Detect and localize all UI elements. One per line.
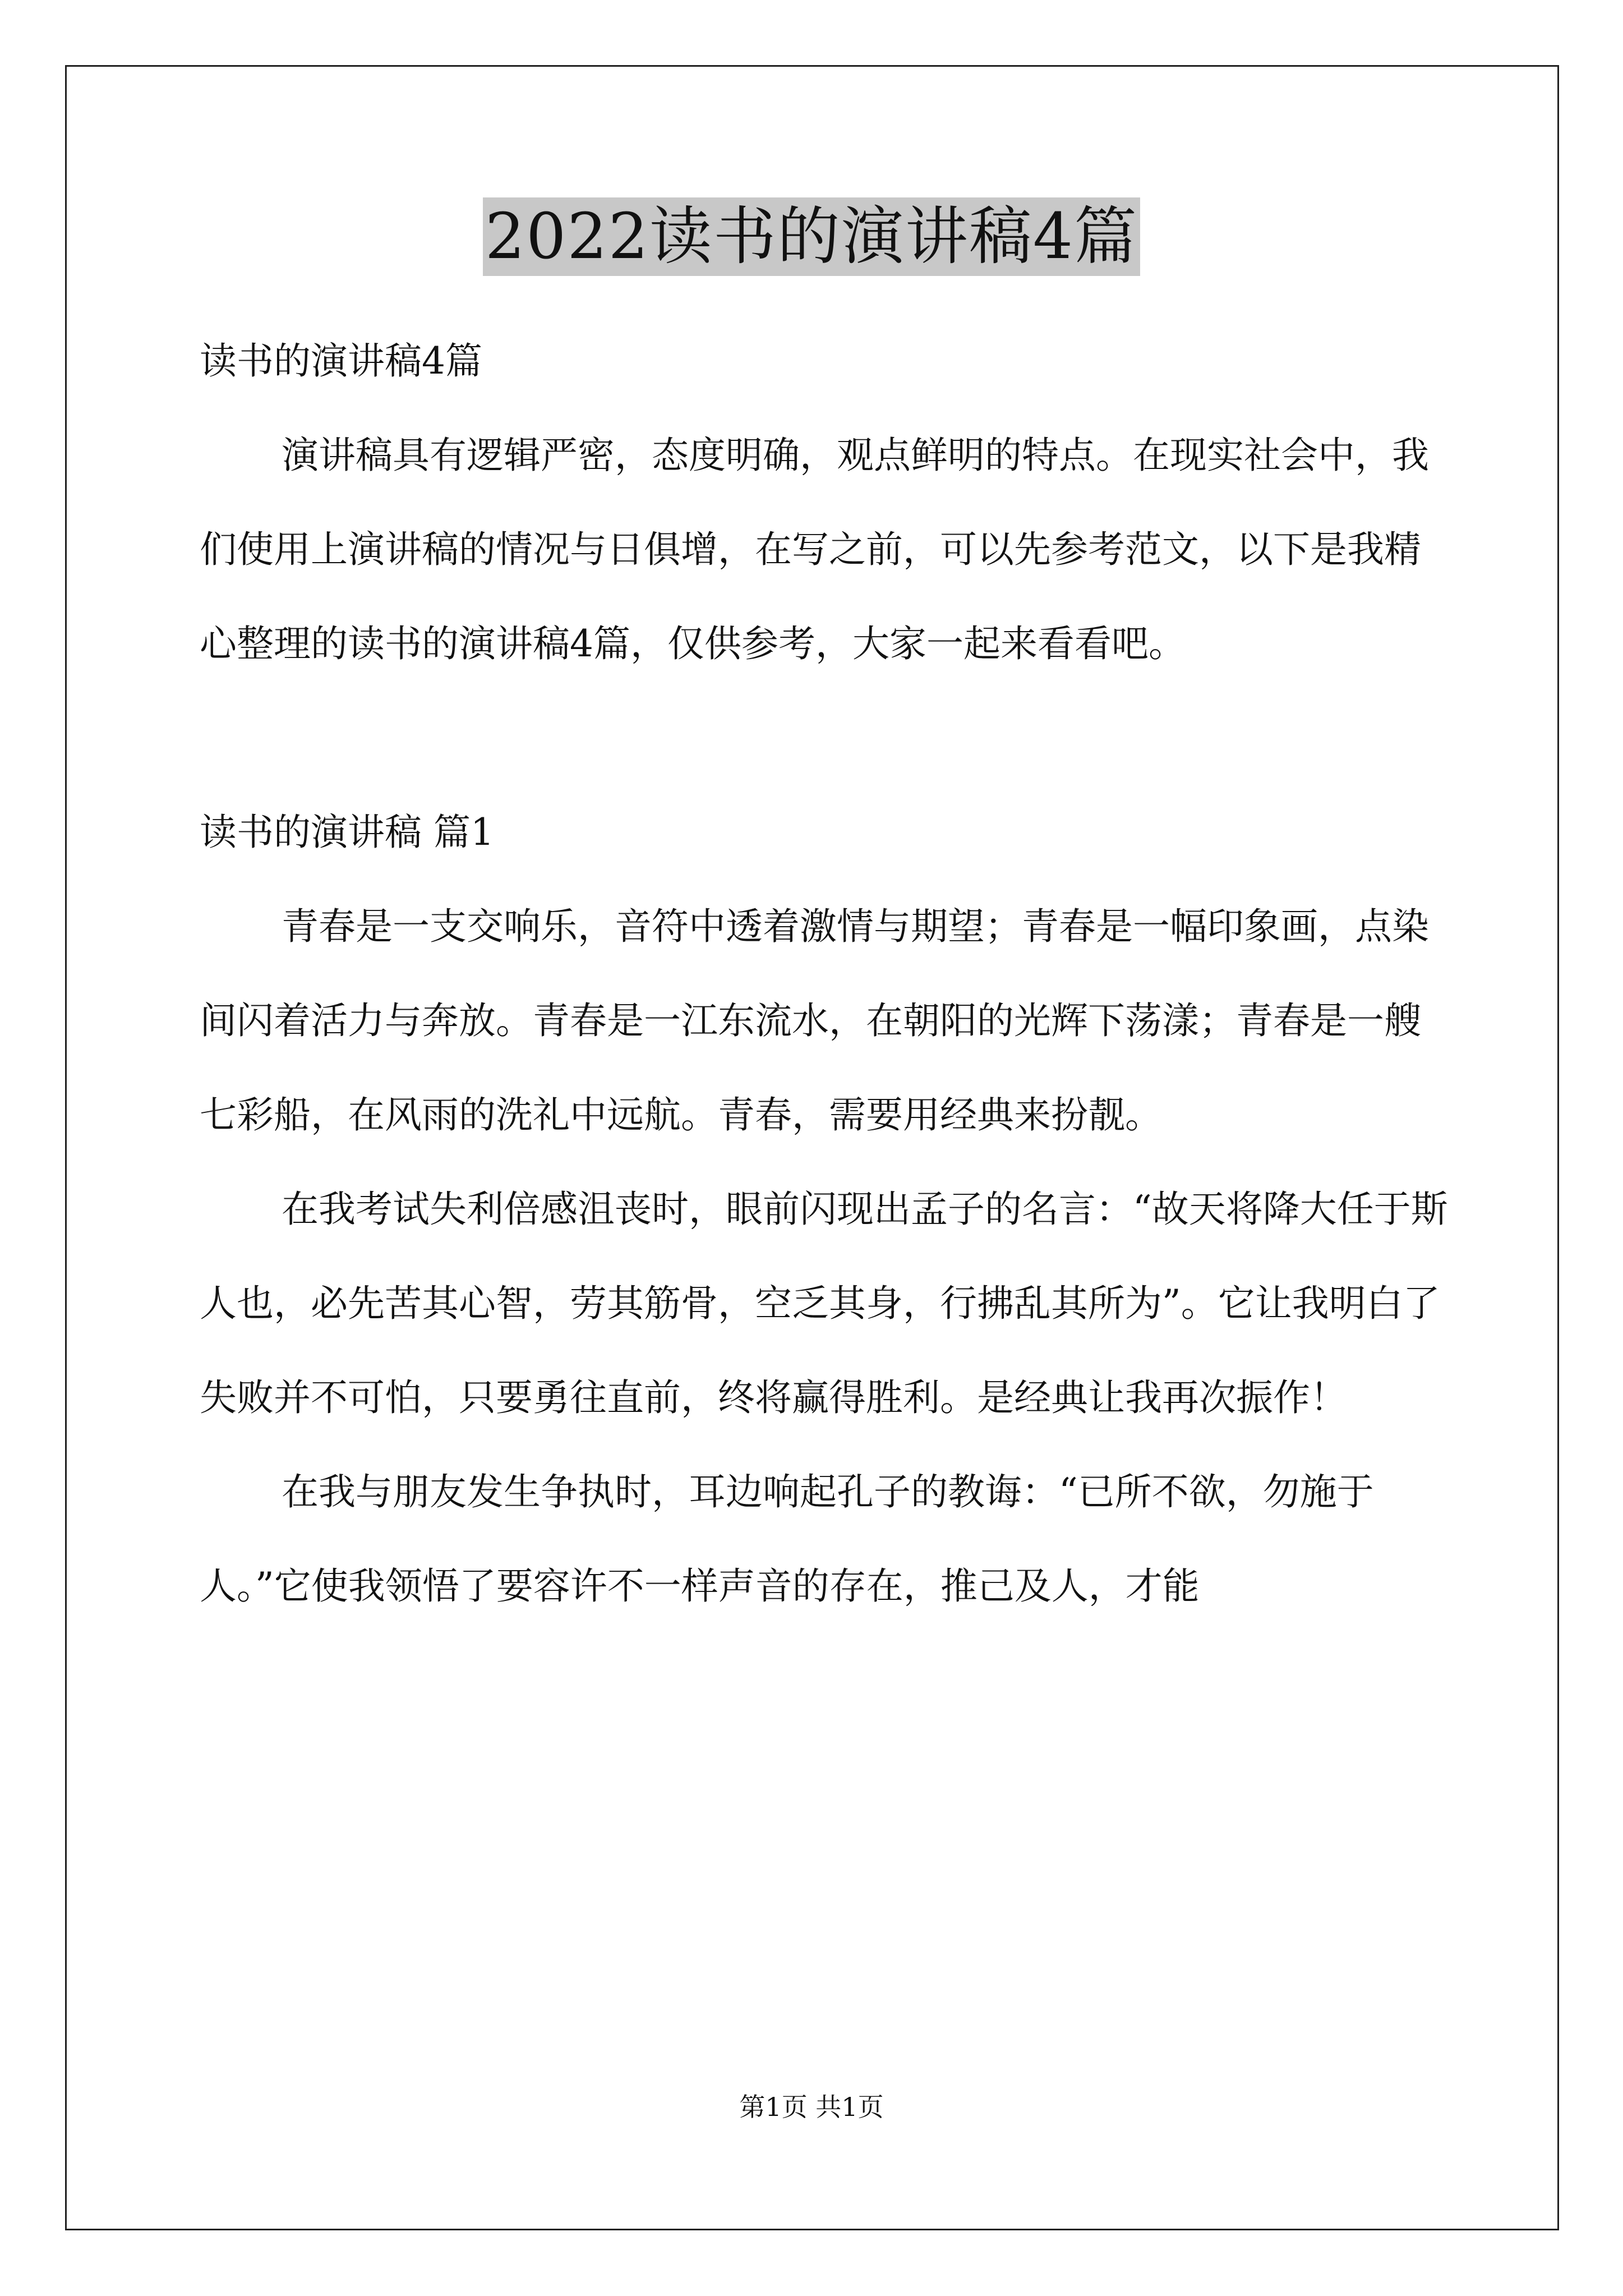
intro-paragraph: 演讲稿具有逻辑严密，态度明确，观点鲜明的特点。在现实社会中，我们使用上演讲稿的情况与日俱增，在写之前，可以先参考范文，以下是我精心整理的读书的演讲稿4篇，仅供参考，大家一起来看看吧。 — [200, 434, 1429, 665]
section-heading: 读书的演讲稿 篇1 — [200, 811, 494, 854]
page-footer — [0, 2087, 1623, 2124]
spacer — [200, 691, 1450, 785]
document-title: 2022读书的演讲稿4篇 — [483, 197, 1140, 276]
body-paragraph: 青春是一支交响乐，音符中透着激情与期望；青春是一幅印象画，点染间闪着活力与奔放。青春是一江东流水，在朝阳的光辉下荡漾；青春是一艘七彩船，在风雨的洗礼中远航。青春，需要用经典来扮靓。 — [200, 905, 1429, 1137]
document-heading: 读书的演讲稿4篇 — [200, 339, 482, 383]
title-container — [0, 197, 1623, 276]
document-body — [200, 314, 1450, 1634]
body-paragraph: 在我与朋友发生争执时，耳边响起孔子的教诲：“已所不欲，勿施于人。”它使我领悟了要容许不一样声音的存在，推己及人，才能 — [200, 1470, 1374, 1608]
page-number: 第1页 共1页 — [739, 2092, 884, 2122]
body-paragraph: 在我考试失利倍感沮丧时，眼前闪现出孟子的名言：“故天将降大任于斯人也，必先苦其心智，劳其筋骨，空乏其身，行拂乱其所为”。它让我明白了失败并不可怕，只要勇往直前，终将赢得胜利。是经典让我再次振作！ — [200, 1188, 1448, 1419]
